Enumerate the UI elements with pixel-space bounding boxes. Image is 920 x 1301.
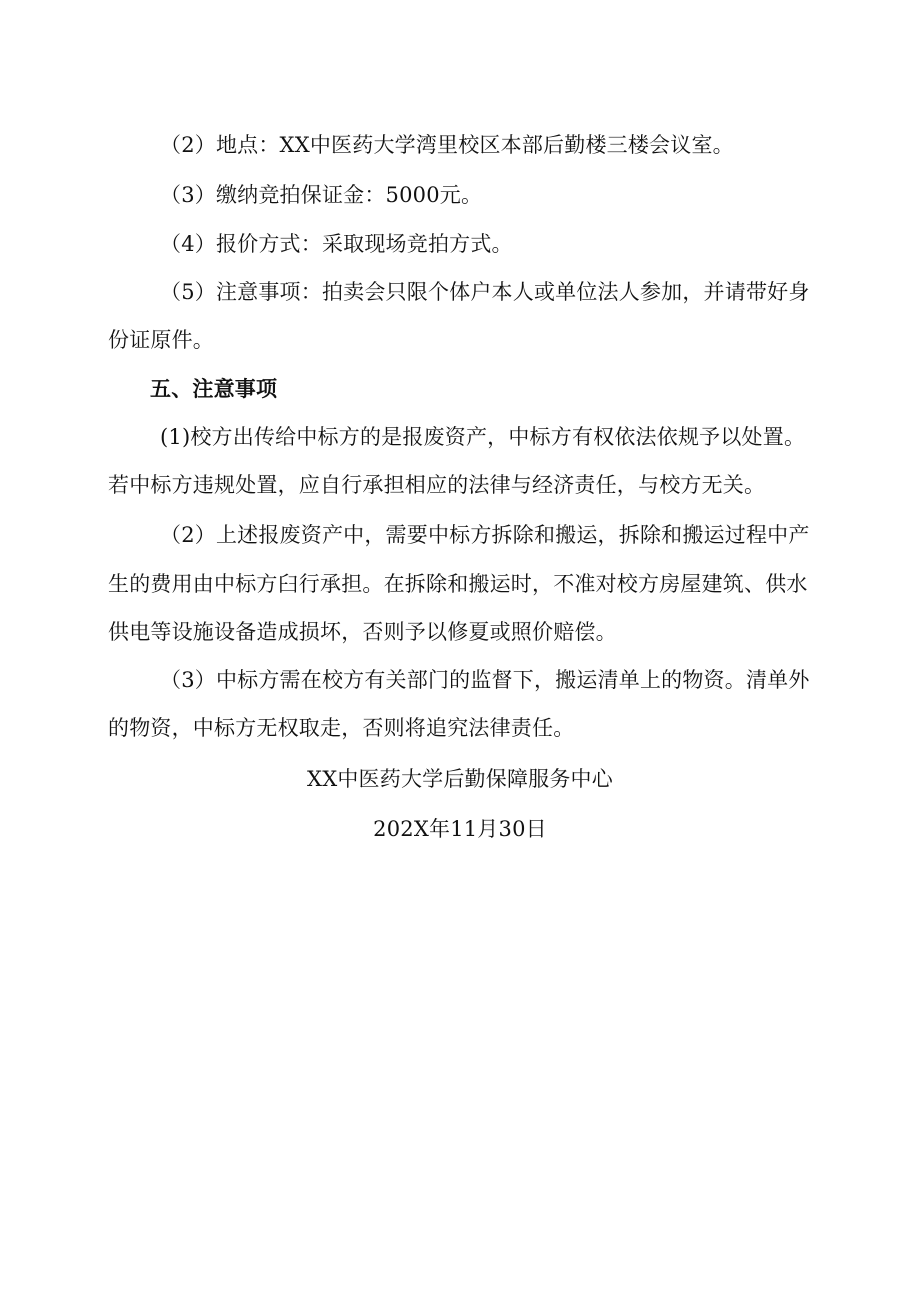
notice-3-line-1: （3）中标方需在校方有关部门的监督下，搬运清单上的物资。清单外 xyxy=(160,668,810,692)
item-notes-line-2: 份证原件。 xyxy=(108,328,214,352)
notice-3-line-2: 的物资，中标方无权取走，否则将追究法律责任。 xyxy=(108,716,575,740)
item-deposit: （3）缴纳竞拍保证金：5000元。 xyxy=(160,183,483,207)
notice-2-line-2: 生的费用由中标方臼行承担。在拆除和搬运时，不准对校方房屋建筑、供水 xyxy=(108,572,808,596)
signature-organization: XX中医药大学后勤保障服务中心 xyxy=(307,767,613,791)
item-bidding-method: （4）报价方式：采取现场竞拍方式。 xyxy=(160,232,513,256)
item-notes-line-1: （5）注意事项：拍卖会只限个体户本人或单位法人参加，并请带好身 xyxy=(160,280,810,304)
notice-1-line-1: (1)校方出传给中标方的是报废资产，中标方有权依法依规予以处置。 xyxy=(160,425,806,449)
section-heading: 五、注意事项 xyxy=(150,377,278,401)
notice-2-line-1: （2）上述报废资产中，需要中标方拆除和搬运，拆除和搬运过程中产 xyxy=(160,523,810,547)
item-location: （2）地点：XX中医药大学湾里校区本部后勤楼三楼会议室。 xyxy=(160,133,734,157)
notice-2-line-3: 供电等设施设备造成损坏，否则予以修夏或照价赔偿。 xyxy=(108,620,617,644)
notice-1-line-2: 若中标方违规处置，应自行承担相应的法律与经济责任，与校方无关。 xyxy=(108,473,766,497)
signature-date: 202X年11月30日 xyxy=(373,817,547,841)
